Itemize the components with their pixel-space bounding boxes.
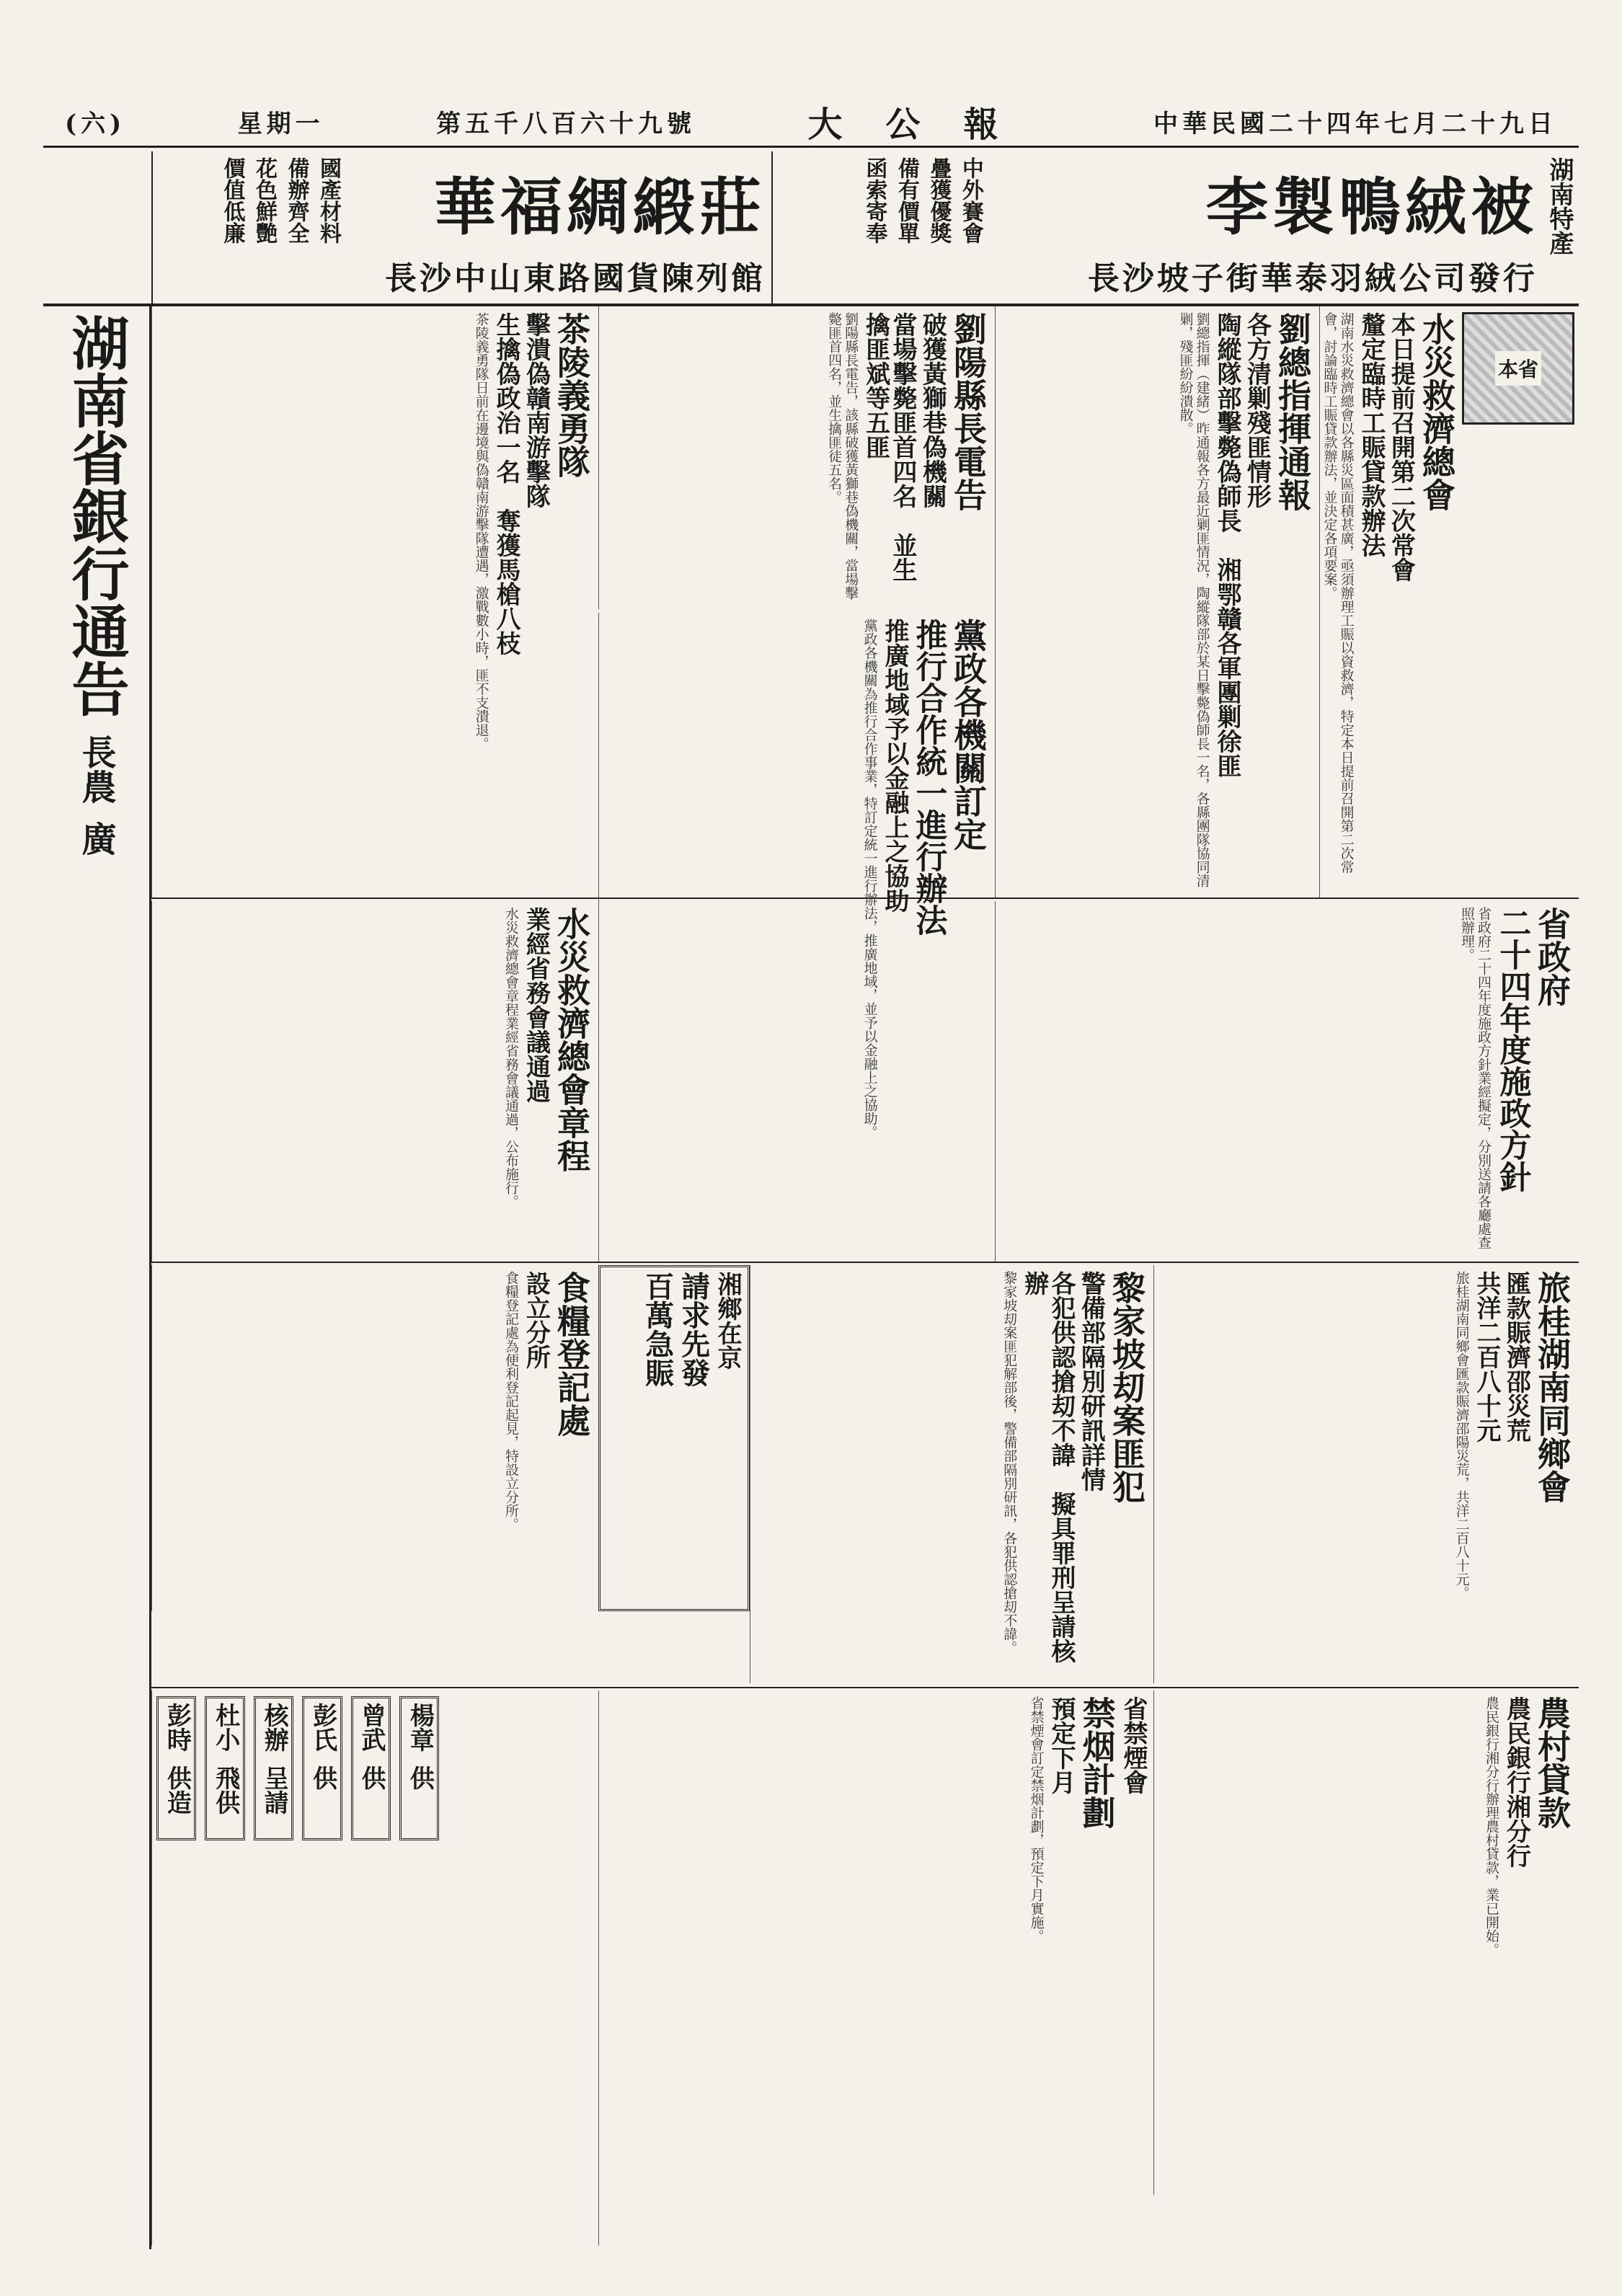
silk-side-3: 備有價單 — [893, 157, 919, 244]
province-emblem-icon: 本省 — [1462, 312, 1574, 425]
article-robbery — [750, 1265, 1153, 1683]
article-body: 食糧登記處為便利登記起見，特設立分所。 — [503, 1271, 520, 1531]
weekday: 星期一 — [237, 110, 324, 138]
article-subhead: 警備部隔別研訊詳情 — [1076, 1271, 1106, 1491]
article-body: 劉總指揮（建緒）昨通報各方最近剿匪情況，陶縱隊部於某日擊斃偽師長一名，各縣團隊協同清剿，殘匪紛紛潰散。 — [1177, 312, 1210, 887]
bank-notice-line3: 廣 — [76, 821, 116, 856]
silk-shop-sub: 長沙中山東路國貨陳列館 — [385, 260, 766, 297]
article-subhead: 業經省務會議通過 — [521, 907, 551, 1103]
shop-side-3: 花色鮮艷 — [252, 157, 277, 244]
article-body: 省政府二十四年度施政方針業經擬定，分別送請各廳處查照辦理。 — [1458, 907, 1492, 1249]
article-rural-loan — [1153, 1690, 1579, 2195]
article-body: 黨政各機關為推行合作事業，特訂定統一進行辦法，推廣地域，並予以金融上之協助。 — [861, 619, 878, 1139]
article-opium — [598, 1690, 1153, 2246]
notice-title: 彭時 — [162, 1703, 192, 1752]
shop-side-1: 國產材料 — [316, 157, 341, 244]
paper-name: 大公報 — [807, 105, 1042, 145]
silk-side-4: 函索寄奉 — [861, 157, 887, 244]
article-headline: 水災救濟總會 — [1417, 312, 1456, 511]
article-subhead: 本日提前召開第二次常會 — [1386, 312, 1416, 582]
article-subhead: 二十四年度施政方針 — [1494, 907, 1531, 1192]
article-body: 農民銀行湘分行辦理農村貸款，業已開始。 — [1484, 1696, 1500, 1956]
silk-side-2: 疊獲優獎 — [926, 157, 952, 244]
notice-label: 供 — [405, 1765, 435, 1790]
article-body: 黎家坡刧案匪犯解部後，警備部隔別研訊，各犯供認搶刧不諱。 — [1001, 1271, 1018, 1654]
article-subhead-2: 各犯供認搶刧不諱 擬具罪刑呈請核辦 — [1019, 1271, 1076, 1663]
bank-notice-column — [43, 306, 151, 2249]
article-body: 湖南水災救濟總會以各縣災區面積甚廣，亟須辦理工賑以資救濟，特定本日提前召開第二次常會，討論臨時工賑貸款辦法，並決定各項要案。 — [1321, 312, 1355, 874]
silk-quilt-sub: 長沙坡子街華泰羽絨公司發行 — [1087, 260, 1538, 297]
page-number: (六) — [65, 110, 126, 138]
article-headline: 湘鄉在京 — [713, 1272, 742, 1370]
bank-notice-title: 湖南省銀行通告 — [62, 314, 130, 717]
article-subhead: 各方清剿殘匪情形 — [1242, 312, 1272, 508]
notice-label: 供 — [356, 1765, 386, 1790]
notice-title: 楊章 — [405, 1703, 435, 1752]
article-headline: 省政府 — [1533, 907, 1572, 1006]
specialty-label: 湖南特產 — [1545, 157, 1574, 255]
article-subhead-2: 生擒偽政治一名 奪獲馬槍八枝 — [492, 312, 521, 655]
article-headline: 農村貸款 — [1533, 1696, 1572, 1829]
notice-title: 曾武 — [356, 1703, 386, 1752]
article-subhead: 禁烟計劃 — [1077, 1696, 1117, 1829]
article-body: 茶陵義勇隊日前在邊境與偽贛南游擊隊遭遇，激戰數小時，匪不支潰退。 — [473, 312, 489, 750]
article-body: 旅桂湖南同鄉會匯款賑濟邵陽災荒，共洋二百八十元。 — [1453, 1271, 1470, 1600]
silk-shop-title: 華福綢緞莊 — [434, 171, 766, 244]
notice-box — [254, 1696, 293, 1840]
date: 中華民國二十四年七月二十九日 — [1153, 110, 1557, 138]
notice-label: 呈請 — [260, 1765, 289, 1814]
article-subhead: 設立分所 — [521, 1271, 551, 1369]
article-subhead: 推行合作統一進行辦法 — [910, 619, 947, 936]
notice-box — [399, 1696, 439, 1840]
bottom-notices — [151, 1690, 598, 2246]
article-subhead-2: 預定下月 — [1047, 1696, 1076, 1794]
article-chaling — [151, 306, 598, 897]
article-relief-meeting — [1319, 306, 1579, 897]
article-cooperative — [598, 613, 995, 1262]
article-subhead: 匯款賑濟邵災荒 — [1502, 1271, 1531, 1442]
article-headline: 茶陵義勇隊 — [552, 312, 591, 478]
notice-label: 供 — [308, 1765, 337, 1790]
article-headline: 劉陽縣長電告 — [949, 312, 988, 511]
notice-box — [302, 1696, 342, 1840]
masthead — [43, 97, 1579, 148]
article-headline: 旅桂湖南同鄉會 — [1533, 1271, 1572, 1503]
article-subhead: 破獲黃獅巷偽機關 — [918, 312, 947, 508]
article-subhead-2: 陶縱隊部擊斃偽師長 湘鄂贛各軍團剿徐匪 — [1213, 312, 1242, 778]
section-divider — [151, 1262, 1579, 1263]
article-body: 省禁煙會訂定禁烟計劃，預定下月實施。 — [1028, 1696, 1045, 1943]
article-guilin-relief — [1153, 1265, 1579, 1683]
article-body: 水災救濟總會章程業經省務會議通過，公布施行。 — [503, 907, 520, 1208]
notice-title: 彭氏 — [308, 1703, 337, 1752]
notice-title: 杜小 — [210, 1703, 240, 1752]
article-liuyang — [598, 306, 995, 609]
notice-title: 核辦 — [260, 1703, 289, 1752]
article-xiangxiang — [598, 1265, 750, 1611]
article-relief-charter — [151, 901, 598, 1262]
article-bandit-report — [995, 306, 1319, 897]
article-headline: 食糧登記處 — [552, 1271, 591, 1437]
article-headline: 黎家坡刧案匪犯 — [1107, 1271, 1146, 1503]
issue-number: 第五千八百六十九號 — [436, 110, 696, 138]
silk-shop-ad — [151, 151, 771, 306]
silk-quilt-ad — [771, 151, 1579, 306]
article-headline: 省禁煙會 — [1119, 1696, 1148, 1794]
top-ad-band — [43, 151, 1579, 306]
notice-box — [156, 1696, 196, 1840]
bank-notice-line2: 長農 — [76, 735, 116, 804]
article-body: 劉陽縣長電告，該縣破獲黃獅巷偽機關，當場擊斃匪首四名，並生擒匪徒五名。 — [826, 312, 859, 600]
article-subhead: 請求先發 — [676, 1272, 711, 1387]
article-subhead-2: 當場擊斃匪首四名 並生擒匪斌等五匪 — [861, 312, 918, 582]
article-subhead-2: 共洋二百八十元 — [1472, 1271, 1502, 1442]
article-subhead-2: 推廣地域予以金融上之協助 — [880, 619, 910, 913]
section-divider — [151, 1687, 1579, 1688]
article-subhead-2: 百萬急賑 — [640, 1272, 675, 1387]
article-headline: 黨政各機關訂定 — [949, 619, 988, 851]
notice-label: 供造 — [162, 1765, 192, 1814]
notice-label: 飛供 — [210, 1765, 240, 1814]
article-headline: 水災救濟總會章程 — [552, 907, 591, 1172]
silk-quilt-title: 李製鴨絨被 — [1205, 171, 1538, 244]
article-headline: 劉總指揮通報 — [1273, 312, 1312, 511]
article-subhead-2: 釐定臨時工賑貸款辦法 — [1357, 312, 1386, 557]
shop-side-2: 備辦齊全 — [283, 157, 309, 244]
silk-side-1: 中外賽會 — [957, 157, 983, 244]
notice-box — [351, 1696, 391, 1840]
shop-side-4: 價值低廉 — [219, 157, 245, 244]
article-subhead: 擊潰偽贛南游擊隊 — [521, 312, 551, 508]
notice-box — [205, 1696, 244, 1840]
article-policy — [995, 901, 1579, 1262]
article-food-registry — [151, 1265, 598, 1611]
article-subhead: 農民銀行湘分行 — [1502, 1696, 1531, 1868]
